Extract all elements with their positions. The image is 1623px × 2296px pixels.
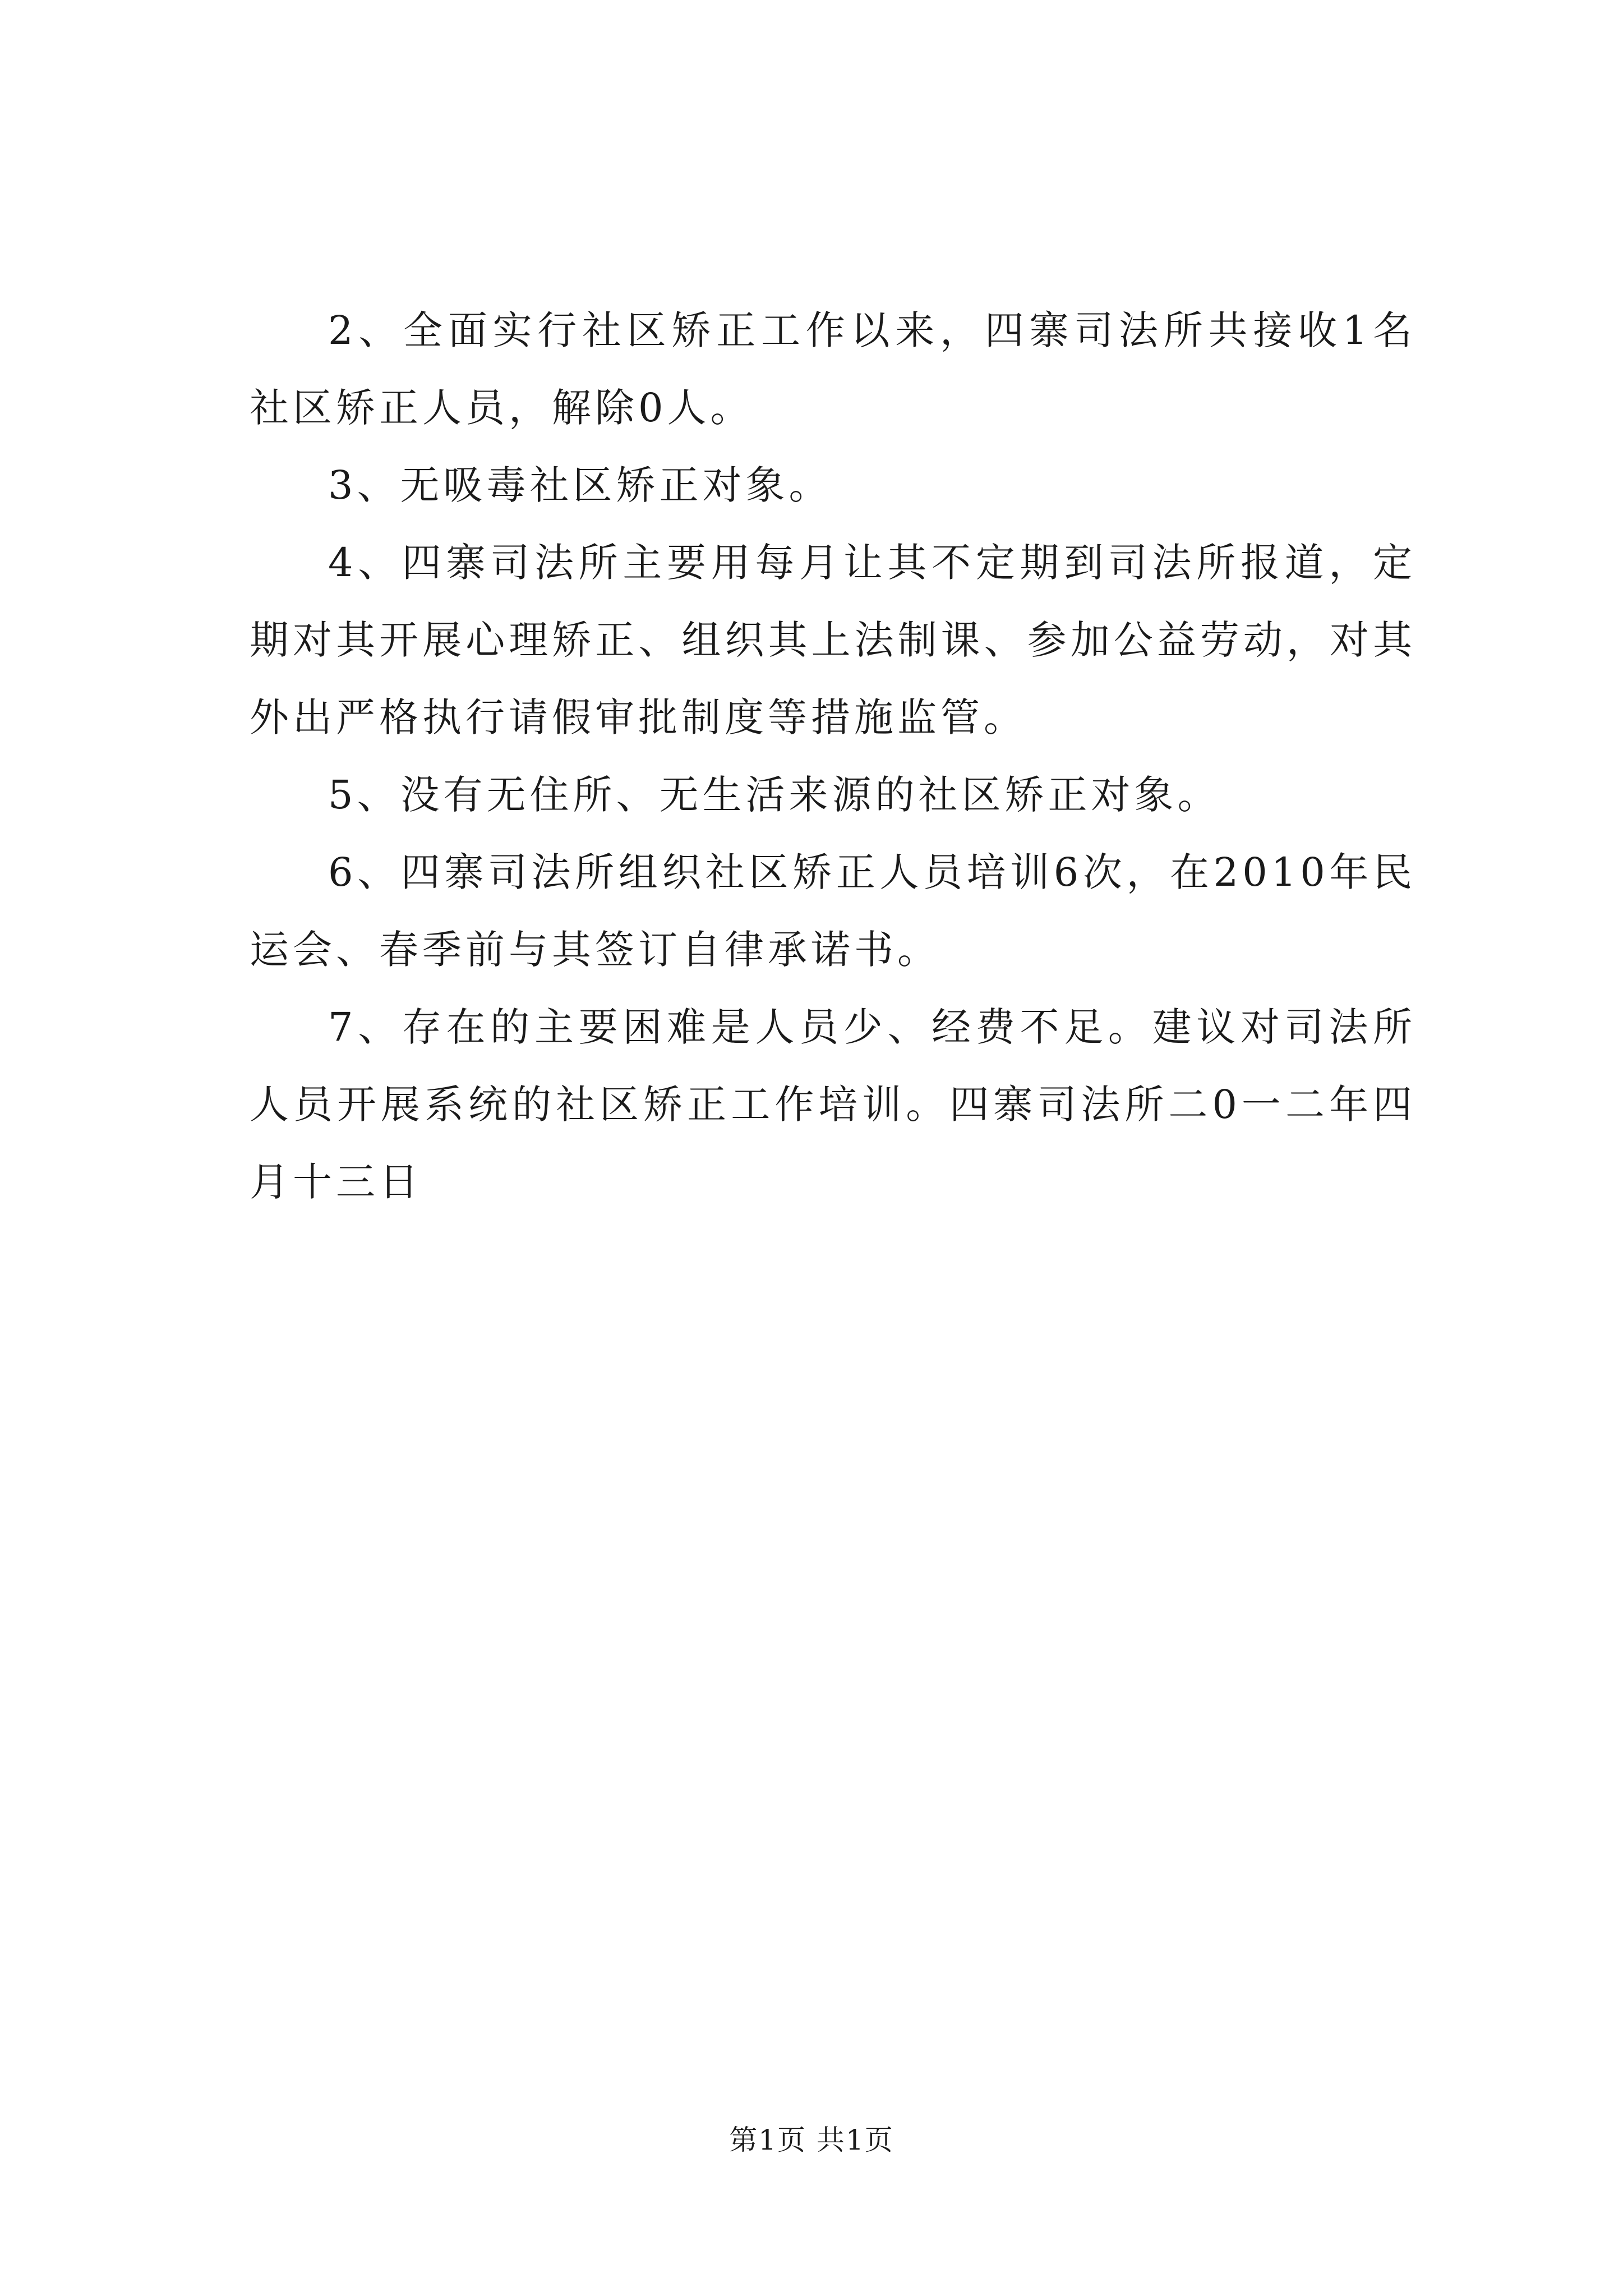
paragraph-item-3: 3、无吸毒社区矫正对象。 — [328, 462, 832, 508]
paragraph-item-2: 2、全面实行社区矫正工作以来，四寨司法所共接收1名社区矫正人员，解除0人。 — [250, 307, 1416, 431]
page-footer: 第1页 共1页 — [729, 2124, 894, 2156]
paragraph-item-7: 7、存在的主要困难是人员少、经费不足。建议对司法所人员开展系统的社区矫正工作培训。四寨司法所二0一二年四月十三日 — [250, 1004, 1416, 1205]
paragraph-item-5: 5、没有无住所、无生活来源的社区矫正对象。 — [328, 772, 1221, 818]
paragraph-item-4: 4、四寨司法所主要用每月让其不定期到司法所报道，定期对其开展心理矫正、组织其上法制课、参加公益劳动，对其外出严格执行请假审批制度等措施监管。 — [250, 540, 1416, 740]
paragraph-item-6: 6、四寨司法所组织社区矫正人员培训6次，在2010年民运会、春季前与其签订自律承诺书。 — [250, 849, 1416, 973]
document-body — [250, 292, 1416, 1221]
